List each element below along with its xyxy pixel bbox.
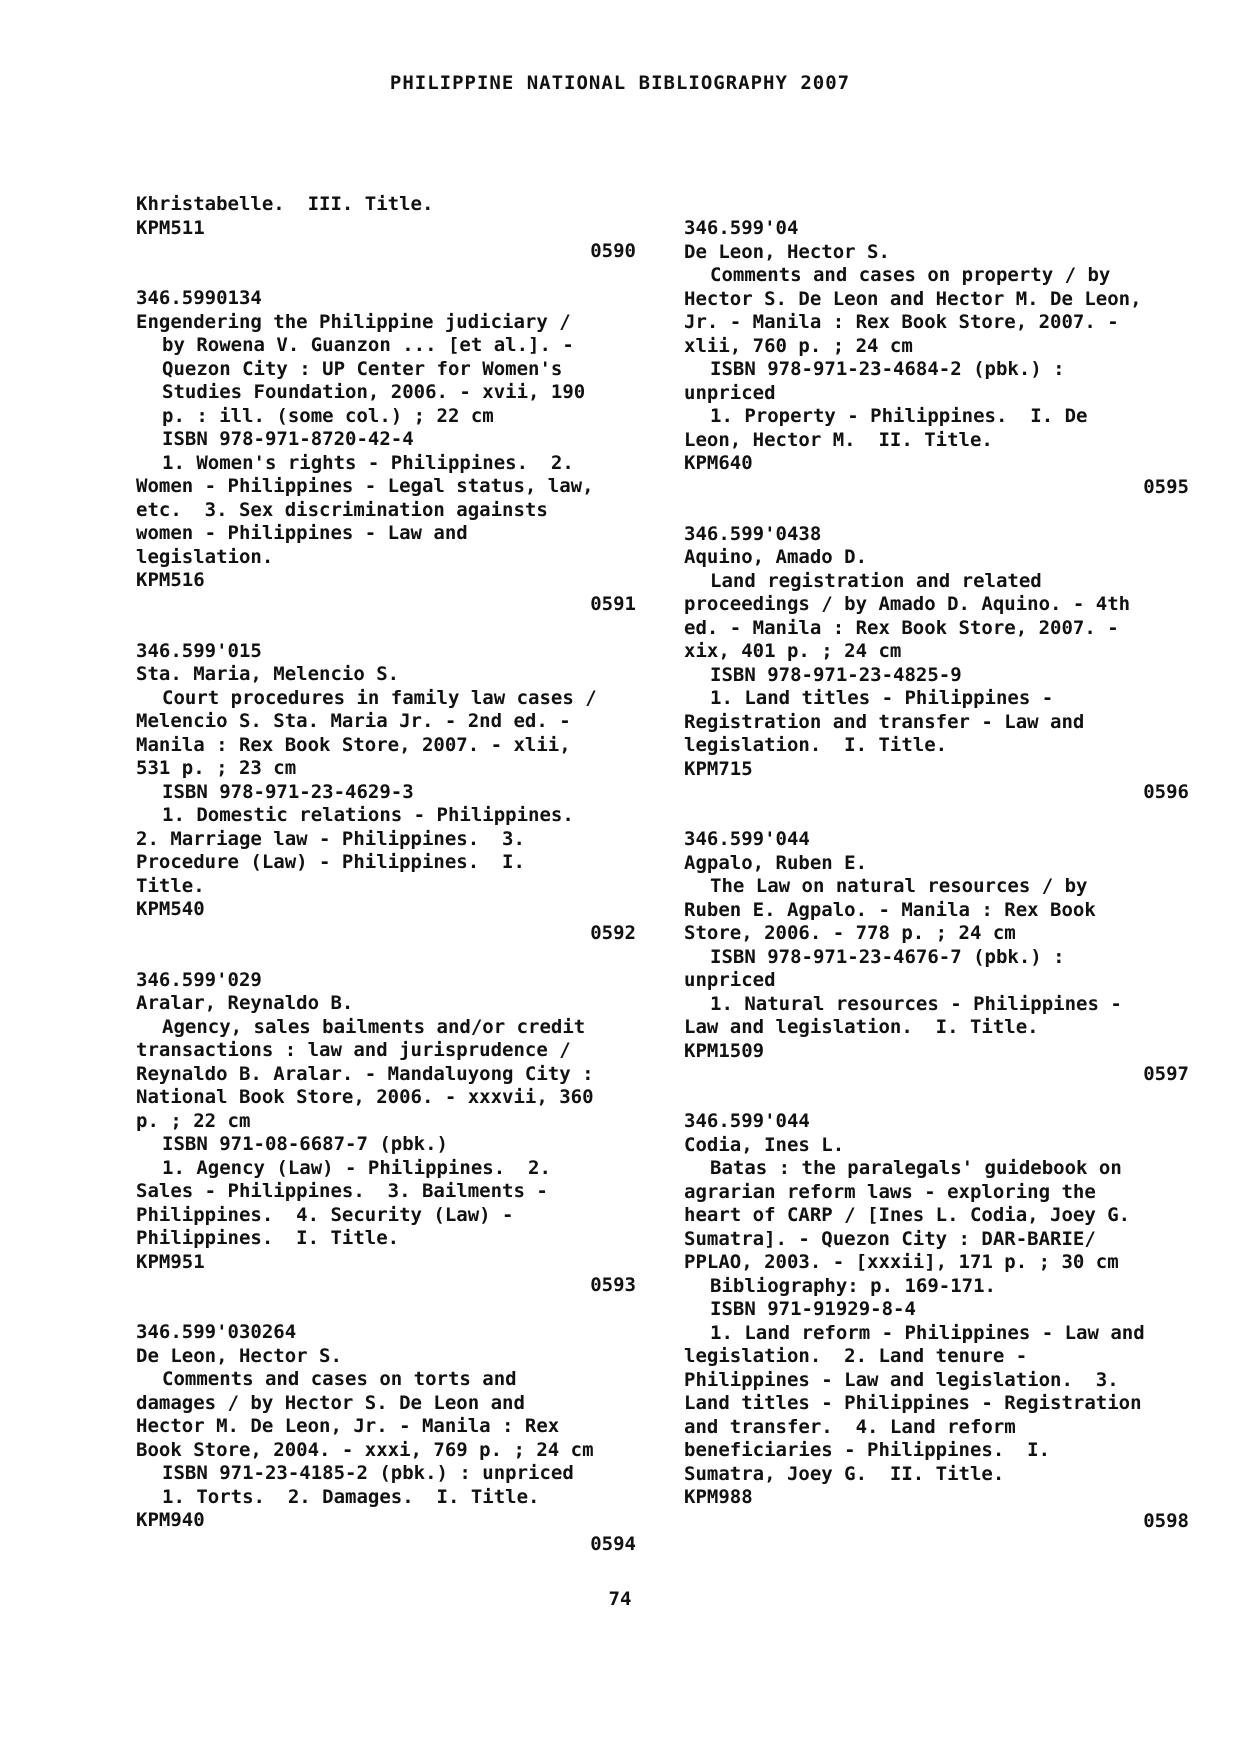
bib-entry-0596 (684, 523, 1189, 805)
subject-line: beneficiaries - Philippines. I. (684, 1439, 1051, 1461)
subject-line: 1. Land reform - Philippines - Law and (710, 1321, 1145, 1344)
title-line: damages / by Hector S. De Leon and (136, 1391, 525, 1414)
bib-entry-0594 (136, 1321, 636, 1556)
subject-line: 1. Property - Philippines. I. De (710, 405, 1088, 427)
accession-code: KPM940 (136, 1509, 205, 1531)
entry-number: 0597 (1143, 1063, 1189, 1085)
subject-line: 1. Agency (Law) - Philippines. 2. (162, 1156, 551, 1179)
isbn: ISBN 971-23-4185-2 (pbk.) : unpriced (162, 1462, 574, 1484)
title-line: Reynaldo B. Aralar. - Mandaluyong City : (136, 1062, 594, 1085)
title-line: Book Store, 2004. - xxxi, 769 p. ; 24 cm (136, 1438, 594, 1461)
isbn: ISBN 978-971-23-4629-3 (162, 780, 414, 803)
subject-line: 1. Natural resources - Philippines - (710, 992, 1122, 1015)
title-line: Land registration and related (710, 569, 1042, 592)
subject-line: Registration and transfer - Law and (684, 710, 1085, 733)
title-line: Engendering the Philippine judiciary / (136, 310, 571, 333)
accession-code: KPM715 (684, 757, 753, 780)
title-line: by Rowena V. Guanzon ... [et al.]. - (162, 334, 574, 356)
bibliography-note: Bibliography: p. 169-171. (710, 1274, 996, 1297)
call-number: 346.599'029 (136, 968, 262, 991)
isbn: ISBN 978-971-23-4676-7 (pbk.) : (710, 945, 1065, 968)
bib-entry-0597 (684, 828, 1189, 1087)
author: Aralar, Reynaldo B. (136, 992, 354, 1014)
title-line: Ruben E. Agpalo. - Manila : Rex Book (684, 898, 1096, 921)
subject-line: women - Philippines - Law and (136, 522, 468, 544)
subject-line: Philippines. I. Title. (136, 1227, 400, 1249)
author: Sta. Maria, Melencio S. (136, 663, 400, 685)
bib-entry-0591 (136, 287, 636, 616)
subject-line: Law and legislation. I. Title. (684, 1016, 1039, 1038)
accession-code: KPM540 (136, 898, 205, 920)
right-column (684, 217, 1189, 1533)
price: unpriced (684, 969, 776, 991)
title-line: Studies Foundation, 2006. - xvii, 190 (162, 381, 586, 403)
subject-line: and transfer. 4. Land reform (684, 1415, 1016, 1438)
title-line: Store, 2006. - 778 p. ; 24 cm (684, 922, 1016, 944)
title-line: Jr. - Manila : Rex Book Store, 2007. - (684, 311, 1119, 333)
subject-line: Land titles - Philippines - Registration (684, 1392, 1142, 1414)
title-line: Batas : the paralegals' guidebook on (710, 1157, 1122, 1179)
subject-line: etc. 3. Sex discrimination againsts (136, 498, 548, 521)
call-number: 346.599'044 (684, 828, 810, 850)
subject-line: legislation. I. Title. (684, 734, 948, 756)
title-line: Comments and cases on property / by (710, 264, 1111, 286)
subject-line: Leon, Hector M. II. Title. (684, 428, 993, 451)
call-number: 346.599'0438 (684, 522, 822, 545)
subject-line: Philippines. 4. Security (Law) - (136, 1203, 514, 1226)
subject-line: 1. Domestic relations - Philippines. (162, 804, 574, 826)
title-line: agrarian reform laws - exploring the (684, 1180, 1096, 1203)
title-line: Quezon City : UP Center for Women's (162, 357, 563, 380)
entry-number: 0590 (590, 240, 636, 262)
entry-number: 0596 (1143, 781, 1189, 803)
accession-code: KPM640 (684, 452, 753, 474)
call-number: 346.599'030264 (136, 1321, 297, 1343)
subject-line: legislation. 2. Land tenure - (684, 1345, 1028, 1367)
title-line: National Book Store, 2006. - xxxvii, 360 (136, 1086, 594, 1108)
title-line: Court procedures in family law cases / (162, 686, 597, 709)
title-line: p. : ill. (some col.) ; 22 cm (162, 404, 494, 427)
subject-line: 1. Land titles - Philippines - (710, 687, 1054, 709)
bib-entry-0598 (684, 1110, 1189, 1533)
price: unpriced (684, 381, 776, 404)
entry-number: 0598 (1143, 1509, 1189, 1532)
subject-line: 1. Torts. 2. Damages. I. Title. (162, 1485, 540, 1508)
isbn: ISBN 971-08-6687-7 (pbk.) (162, 1133, 448, 1155)
call-number: 346.599'015 (136, 639, 262, 662)
subject-line: Women - Philippines - Legal status, law, (136, 475, 594, 497)
title-line: ed. - Manila : Rex Book Store, 2007. - (684, 616, 1119, 639)
subject-line: Philippines - Law and legislation. 3. (684, 1368, 1119, 1391)
call-number: 346.5990134 (136, 287, 262, 309)
subject-line: Sales - Philippines. 3. Bailments - (136, 1180, 548, 1202)
page-header: PHILIPPINE NATIONAL BIBLIOGRAPHY 2007 (389, 72, 851, 94)
title-line: xix, 401 p. ; 24 cm (684, 640, 902, 662)
call-number: 346.599'04 (684, 217, 799, 239)
author: Aquino, Amado D. (684, 546, 868, 568)
entry-number: 0591 (590, 592, 636, 615)
bib-entry-0593 (136, 969, 636, 1298)
author: Agpalo, Ruben E. (684, 851, 868, 874)
title-line: proceedings / by Amado D. Aquino. - 4th (684, 593, 1131, 615)
subject-line: Procedure (Law) - Philippines. I. (136, 851, 525, 873)
title-line: Comments and cases on torts and (162, 1368, 517, 1390)
subject-line: 2. Marriage law - Philippines. 3. (136, 827, 525, 850)
isbn: ISBN 978-971-8720-42-4 (162, 428, 414, 450)
accession-code: KPM511 (136, 216, 205, 239)
isbn: ISBN 978-971-23-4684-2 (pbk.) : (710, 358, 1065, 380)
accession-code: KPM516 (136, 569, 205, 591)
entry-number: 0594 (590, 1532, 636, 1555)
author: Codia, Ines L. (684, 1133, 845, 1156)
entry-number: 0595 (1143, 475, 1189, 498)
subject-line: Sumatra, Joey G. II. Title. (684, 1462, 1005, 1485)
subject-line: legislation. (136, 545, 274, 568)
title-line: heart of CARP / [Ines L. Codia, Joey G. (684, 1204, 1131, 1226)
title-line: p. ; 22 cm (136, 1109, 251, 1132)
title-line: xlii, 760 p. ; 24 cm (684, 334, 913, 357)
isbn: ISBN 971-91929-8-4 (710, 1298, 916, 1320)
author: De Leon, Hector S. (136, 1344, 342, 1367)
accession-code: KPM988 (684, 1486, 753, 1508)
title-line: Agency, sales bailments and/or credit (162, 1015, 586, 1038)
title-line: 531 p. ; 23 cm (136, 757, 297, 779)
call-number: 346.599'044 (684, 1110, 810, 1132)
title-line: Hector S. De Leon and Hector M. De Leon, (684, 287, 1142, 310)
title-line: transactions : law and jurisprudence / (136, 1039, 571, 1061)
title-line: PPLAO, 2003. - [xxxii], 171 p. ; 30 cm (684, 1251, 1119, 1273)
author: De Leon, Hector S. (684, 240, 890, 263)
entry-number: 0592 (590, 921, 636, 944)
title-line: Hector M. De Leon, Jr. - Manila : Rex (136, 1415, 560, 1437)
isbn: ISBN 978-971-23-4825-9 (710, 663, 962, 686)
continued-line: Khristabelle. III. Title. (136, 193, 434, 215)
entry-number: 0593 (590, 1274, 636, 1296)
subject-line: 1. Women's rights - Philippines. 2. (162, 451, 574, 474)
title-line: Sumatra]. - Quezon City : DAR-BARIE/ (684, 1227, 1096, 1250)
accession-code: KPM1509 (684, 1039, 765, 1062)
accession-code: KPM951 (136, 1250, 205, 1273)
page-number: 74 (608, 1588, 632, 1610)
title-line: Melencio S. Sta. Maria Jr. - 2nd ed. - (136, 710, 571, 732)
title-line: Manila : Rex Book Store, 2007. - xlii, (136, 733, 571, 756)
title-line: The Law on natural resources / by (710, 875, 1088, 897)
subject-line: Title. (136, 874, 205, 897)
left-column (136, 193, 636, 1556)
bib-entry-0592 (136, 640, 636, 946)
bib-entry-0595 (684, 217, 1189, 499)
